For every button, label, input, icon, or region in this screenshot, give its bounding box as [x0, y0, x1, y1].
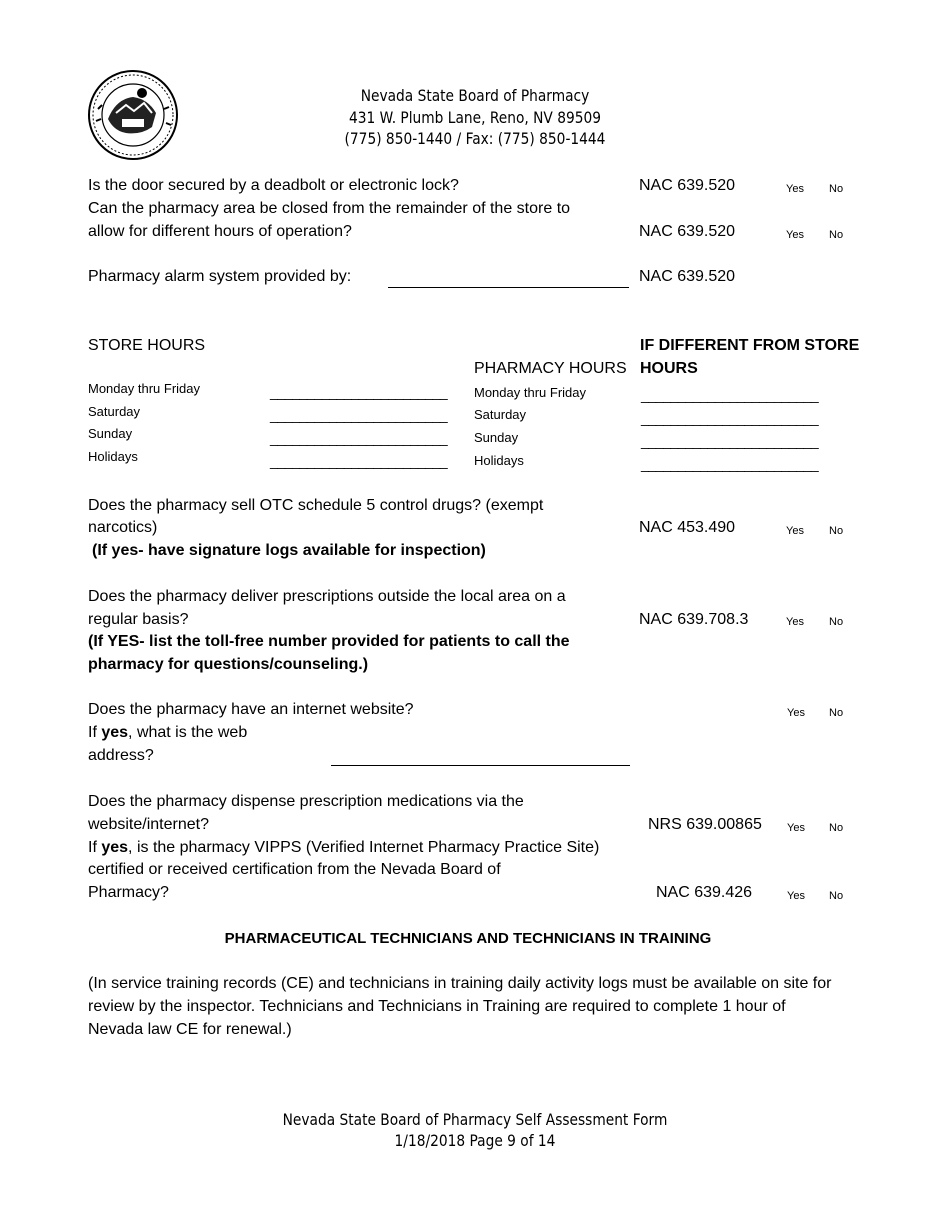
org-phone: (775) 850-1440 / Fax: (775) 850-1444	[344, 129, 606, 148]
store-day-saturday: Saturday	[88, 404, 141, 419]
website-address-line[interactable]	[331, 765, 630, 766]
letterhead	[325, 85, 626, 150]
q-otc-code: NAC 453.490	[639, 519, 736, 536]
q-otc-line1: Does the pharmacy sell OTC schedule 5 control drugs? (exempt	[88, 497, 544, 514]
q-delivery-yes[interactable]: Yes	[786, 616, 804, 628]
q-deadbolt-code: NAC 639.520	[639, 177, 736, 194]
q-otc-no[interactable]: No	[829, 525, 844, 537]
store-hours-blank[interactable]: ________________________	[270, 384, 448, 400]
pharmacy-hours-heading: PHARMACY HOURS	[474, 360, 627, 377]
q-vipps-yes[interactable]: Yes	[787, 890, 805, 902]
alarm-label: Pharmacy alarm system provided by:	[88, 268, 352, 285]
if-text: If	[88, 724, 102, 741]
q-vipps-line1	[88, 836, 599, 859]
state-seal-icon	[86, 69, 181, 161]
q-vipps-code: NAC 639.426	[656, 884, 753, 901]
alarm-code: NAC 639.520	[639, 268, 736, 285]
org-address: 431 W. Plumb Lane, Reno, NV 89509	[349, 107, 601, 127]
footer-page: 1/18/2018 Page 9 of 14	[394, 1131, 556, 1150]
store-hours-blank[interactable]: ________________________	[270, 453, 448, 469]
q-dispense-no[interactable]: No	[829, 822, 844, 834]
q-vipps-no[interactable]: No	[829, 890, 844, 902]
yes-emphasis: yes	[101, 724, 129, 741]
technicians-text: (In service training records (CE) and technicians in training daily activity logs must be available on site for review by the inspector. Technicians and Technicians in Training are required to complete 1 hour of Nevada law CE for renewal.)	[88, 975, 832, 1038]
q-dispense-code: NRS 639.00865	[648, 816, 762, 833]
pharmacy-day-holidays: Holidays	[474, 453, 524, 468]
q-dispense-line2: website/internet?	[88, 816, 209, 833]
store-day-holidays: Holidays	[88, 449, 138, 464]
different-hours-heading-2: HOURS	[640, 360, 698, 377]
vipps-text: , is the pharmacy VIPPS (Verified Internet Pharmacy Practice Site)	[128, 839, 600, 856]
q-deadbolt-yes[interactable]: Yes	[786, 183, 804, 195]
store-hours-blank[interactable]: ________________________	[270, 407, 448, 423]
q-delivery-note-2: pharmacy for questions/counseling.)	[88, 656, 369, 673]
q-delivery-line1: Does the pharmacy deliver prescriptions outside the local area on a	[88, 588, 566, 605]
if-text: If	[88, 839, 102, 856]
page-footer	[239, 1109, 712, 1151]
q-vipps-line3: Pharmacy?	[88, 884, 169, 901]
q-website-yes[interactable]: Yes	[787, 707, 805, 719]
q-website-followup	[88, 721, 247, 744]
alarm-input-line[interactable]	[388, 287, 629, 288]
store-hours-blank[interactable]: ________________________	[270, 430, 448, 446]
q-vipps-line2: certified or received certification from the Nevada Board of	[88, 861, 501, 878]
q-closable-line1: Can the pharmacy area be closed from the remainder of the store to	[88, 200, 571, 217]
pharmacy-hours-blank[interactable]: ________________________	[641, 410, 819, 426]
pharmacy-day-saturday: Saturday	[474, 407, 527, 422]
q-website-no[interactable]: No	[829, 707, 844, 719]
store-day-weekday: Monday thru Friday	[88, 381, 200, 396]
q-closable-yes[interactable]: Yes	[786, 229, 804, 241]
q-delivery-code: NAC 639.708.3	[639, 611, 749, 628]
pharmacy-day-weekday: Monday thru Friday	[474, 385, 586, 400]
q-dispense-line1: Does the pharmacy dispense prescription medications via the	[88, 793, 524, 810]
technicians-heading: PHARMACEUTICAL TECHNICIANS AND TECHNICIANS IN TRAINING	[224, 930, 712, 947]
yes-emphasis: yes	[101, 839, 129, 856]
pharmacy-day-sunday: Sunday	[474, 430, 519, 445]
footer-title: Nevada State Board of Pharmacy Self Assessment Form	[282, 1110, 668, 1129]
pharmacy-hours-blank[interactable]: ________________________	[641, 456, 819, 472]
q-dispense-yes[interactable]: Yes	[787, 822, 805, 834]
org-name: Nevada State Board of Pharmacy	[360, 86, 590, 105]
q-closable-line2: allow for different hours of operation?	[88, 223, 352, 240]
q-closable-code: NAC 639.520	[639, 223, 736, 240]
q-otc-yes[interactable]: Yes	[786, 525, 804, 537]
q-deadbolt: Is the door secured by a deadbolt or electronic lock?	[88, 177, 459, 194]
q-delivery-no[interactable]: No	[829, 616, 844, 628]
store-day-sunday: Sunday	[88, 426, 133, 441]
q-website: Does the pharmacy have an internet website?	[88, 701, 414, 718]
different-hours-heading-1: IF DIFFERENT FROM STORE	[640, 337, 860, 354]
q-website-followup-2: address?	[88, 747, 154, 764]
q-delivery-line2: regular basis?	[88, 611, 189, 628]
q-otc-line2: narcotics)	[88, 519, 158, 536]
q-closable-no[interactable]: No	[829, 229, 844, 241]
q-otc-note: (If yes- have signature logs available for inspection)	[92, 542, 486, 559]
pharmacy-hours-blank[interactable]: ________________________	[641, 387, 819, 403]
store-hours-heading: STORE HOURS	[88, 337, 206, 354]
pharmacy-hours-blank[interactable]: ________________________	[641, 433, 819, 449]
q-deadbolt-no[interactable]: No	[829, 183, 844, 195]
followup-text: , what is the web	[128, 724, 248, 741]
q-delivery-note-1: (If YES- list the toll-free number provided for patients to call the	[88, 633, 570, 650]
